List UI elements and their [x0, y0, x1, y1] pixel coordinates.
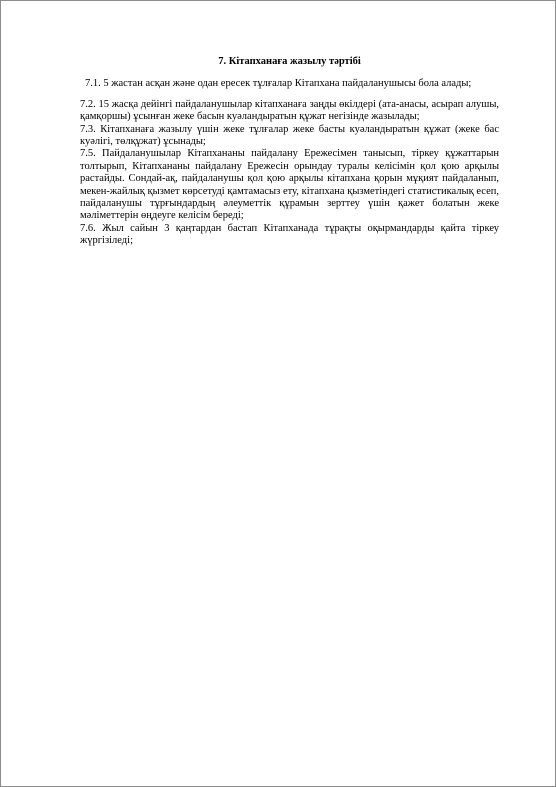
paragraph-7-2: 7.2. 15 жасқа дейінгі пайдаланушылар кітапханаға заңды өкілдері (ата-анасы, асырап алушы, қамқоршы) ұсынған жеке басын куәландыратын құжат негізінде жазылады; — [80, 98, 499, 123]
paragraph-7-5: 7.5. Пайдаланушылар Кітапхананы пайдалану Ережесімен танысып, тіркеу құжаттарын толтырып, Кітапхананы пайдалану Ережесін орындау туралы келісімін қол қою арқылы растайды. Сондай-ақ, пайдаланушы қол қою арқылы кітапхана қорын мұқият пайдаланып, мекен-жайлық қызмет көрсетуді қамтамасыз ету, кітапхана қызметіндегі статистикалық есеп, пайдаланушы тұрғындардың әлеуметтік құрамын зерттеу үшін қажет болатын жеке мәліметтерін өңдеуге келісім береді; — [80, 148, 499, 222]
paragraph-7-6: 7.6. Жыл сайын 3 қаңтардан бастап Кітапханада тұрақты оқырмандарды қайта тіркеу жүргізіледі; — [80, 222, 499, 247]
paragraph-7-3: 7.3. Кітапханаға жазылу үшін жеке тұлғалар жеке басты куәландыратын құжат (жеке бас куәлігі, төлқұжат) ұсынады; — [80, 123, 499, 148]
document-body — [80, 56, 499, 248]
section-title: 7. Кітапханаға жазылу тәртібі — [218, 56, 361, 67]
paragraph-7-1: 7.1. 5 жастан асқан және одан ересек тұлғалар Кітапхана пайдаланушысы бола алады; — [85, 78, 472, 90]
